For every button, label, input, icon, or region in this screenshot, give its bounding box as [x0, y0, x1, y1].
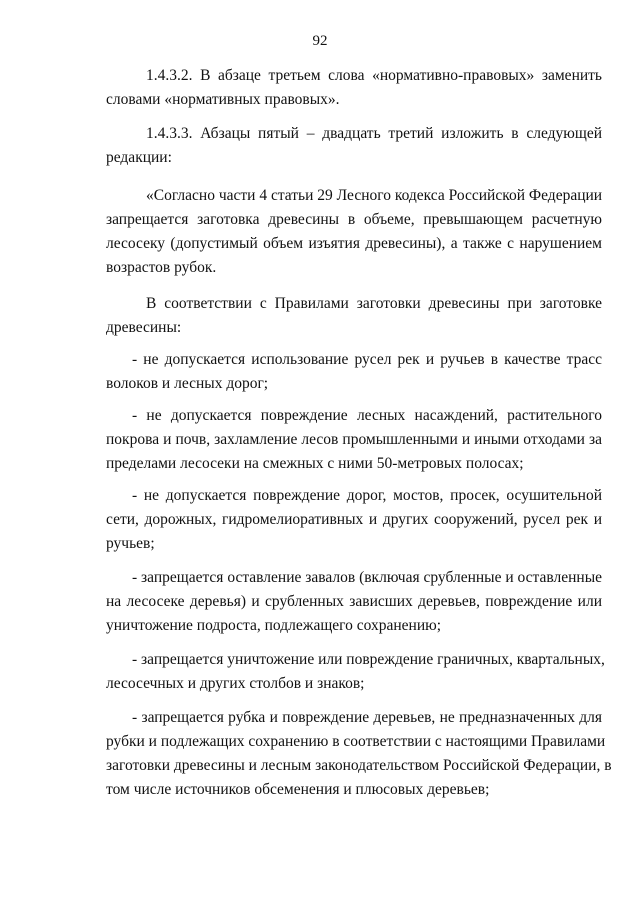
list-item [106, 648, 605, 696]
list-item [106, 484, 602, 556]
text-line: запрещается заготовка древесины в объеме, превышающем расчетную [106, 211, 602, 228]
list-item [106, 706, 612, 802]
paragraph-quote-start [106, 184, 602, 280]
text-line: рубки и подлежащих сохранению в соответствии с настоящими Правилами [106, 733, 606, 750]
text-line: 1.4.3.2. В абзаце третьем слова «нормативно-правовых» заменить [146, 67, 602, 84]
text-line: волоков и лесных дорог; [106, 375, 269, 392]
paragraph-1-4-3-2 [106, 64, 602, 112]
text-line: уничтожение подроста, подлежащего сохранению; [106, 617, 442, 634]
text-line: на лесосеке деревья) и срубленных зависших деревьев, повреждение или [106, 593, 602, 610]
text-line: покрова и почв, захламление лесов промышленными и иными отходами за [106, 431, 602, 448]
text-line: пределами лесосеки на смежных с ними 50-метровых полосах; [106, 455, 524, 472]
paragraph-rules-intro [106, 292, 602, 340]
text-line: - не допускается повреждение дорог, мостов, просек, осушительной [132, 487, 602, 504]
list-item [106, 566, 602, 638]
text-line: - не допускается повреждение лесных насаждений, растительного [132, 407, 602, 424]
page-number: 92 [312, 33, 328, 49]
text-line: - запрещается уничтожение или повреждение граничных, квартальных, [132, 651, 605, 668]
list-item [106, 348, 602, 396]
text-line: редакции: [106, 149, 172, 166]
text-line: - не допускается использование русел рек и ручьев в качестве трасс [132, 351, 602, 368]
text-line: ручьев; [106, 535, 155, 552]
text-line: словами «нормативных правовых». [106, 91, 340, 108]
text-line: лесосечных и других столбов и знаков; [106, 675, 365, 692]
text-line: - запрещается оставление завалов (включая срубленные и оставленные [132, 569, 602, 586]
document-body [106, 64, 612, 802]
text-line: 1.4.3.3. Абзацы пятый – двадцать третий изложить в следующей [146, 125, 602, 142]
text-line: - запрещается рубка и повреждение деревьев, не предназначенных для [132, 709, 602, 726]
text-line: возрастов рубок. [106, 259, 217, 276]
paragraph-1-4-3-3 [106, 122, 602, 170]
text-line: В соответствии с Правилами заготовки древесины при заготовке [146, 295, 602, 312]
text-line: сети, дорожных, гидромелиоративных и других сооружений, русел рек и [106, 511, 602, 528]
text-line: «Согласно части 4 статьи 29 Лесного кодекса Российской Федерации [146, 187, 603, 204]
text-line: лесосеку (допустимый объем изъятия древесины), а также с нарушением [106, 235, 602, 252]
text-line: том числе источников обсеменения и плюсовых деревьев; [106, 781, 490, 798]
list-item [106, 404, 602, 476]
text-line: древесины: [106, 319, 182, 336]
text-line: заготовки древесины и лесным законодательством Российской Федерации, в [106, 757, 612, 774]
